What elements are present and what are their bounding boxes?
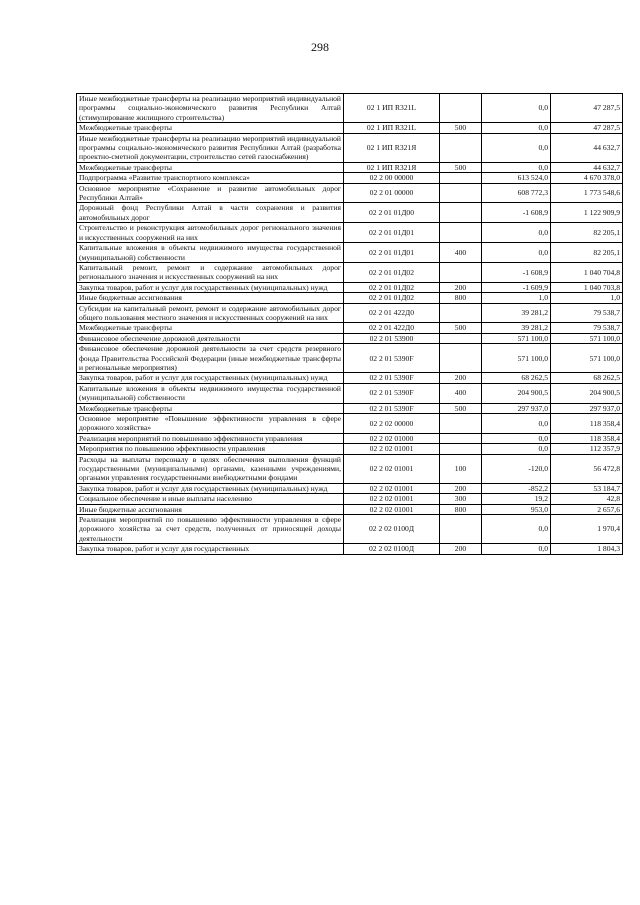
row-expense-type-cell: 500 [440,123,482,133]
row-amount-change-cell: 39 281,2 [482,323,551,333]
table-row [77,282,623,292]
budget-table [76,93,623,555]
table-row [77,323,623,333]
row-code-cell: 02 1 ИП R321Я [344,162,440,172]
row-code-cell: 02 2 02 01001 [344,483,440,493]
table-row [77,414,623,434]
table-row [77,544,623,554]
row-amount-change-cell: 571 100,0 [482,333,551,343]
table-row [77,373,623,383]
row-amount-total-cell: 44 632,7 [551,133,623,162]
row-expense-type-cell [440,414,482,434]
table-row [77,123,623,133]
row-name-cell: Капитальный ремонт, ремонт и содержание автомобильных дорог регионального значения и искусственных сооружений на них [77,262,344,282]
table-row [77,444,623,454]
row-name-cell: Межбюджетные трансферты [77,323,344,333]
row-code-cell: 02 1 ИП R321Я [344,133,440,162]
table-row [77,504,623,514]
row-amount-total-cell: 297 937,0 [551,403,623,413]
row-amount-change-cell: 0,0 [482,123,551,133]
row-name-cell: Основное мероприятие «Повышение эффективности управления в сфере дорожного хозяйства» [77,414,344,434]
row-amount-total-cell: 56 472,8 [551,454,623,483]
row-amount-change-cell: 608 772,3 [482,183,551,203]
row-amount-total-cell: 1 040 704,8 [551,262,623,282]
row-expense-type-cell [440,262,482,282]
row-expense-type-cell [440,183,482,203]
row-expense-type-cell: 400 [440,383,482,403]
row-amount-total-cell: 1 040 703,8 [551,282,623,292]
row-amount-change-cell: -120,0 [482,454,551,483]
row-expense-type-cell: 500 [440,162,482,172]
row-name-cell: Межбюджетные трансферты [77,123,344,133]
row-code-cell: 02 2 02 01001 [344,444,440,454]
row-amount-total-cell: 118 358,4 [551,433,623,443]
row-amount-change-cell: 19,2 [482,494,551,504]
table-row [77,162,623,172]
table-row [77,133,623,162]
table-row [77,183,623,203]
row-amount-change-cell: 0,0 [482,444,551,454]
row-expense-type-cell [440,133,482,162]
row-code-cell: 02 2 01 01Д01 [344,243,440,263]
row-expense-type-cell [440,444,482,454]
row-expense-type-cell [440,344,482,373]
row-code-cell: 02 2 01 53900 [344,333,440,343]
row-name-cell: Иные межбюджетные трансферты на реализацию мероприятий индивидуальной программы социально-экономического развития Республики Алтай (разработка проектно-сметной документации, строительство сетей газоснабжения) [77,133,344,162]
row-code-cell: 02 1 ИП R321L [344,94,440,123]
row-code-cell: 02 2 02 00000 [344,414,440,434]
row-expense-type-cell: 200 [440,483,482,493]
row-amount-total-cell: 2 657,6 [551,504,623,514]
row-amount-total-cell: 1 773 548,6 [551,183,623,203]
row-code-cell: 02 2 01 5390F [344,344,440,373]
row-name-cell: Межбюджетные трансферты [77,162,344,172]
row-name-cell: Межбюджетные трансферты [77,403,344,413]
row-amount-change-cell: 204 900,5 [482,383,551,403]
row-amount-change-cell: -1 609,9 [482,282,551,292]
row-amount-total-cell: 68 262,5 [551,373,623,383]
row-expense-type-cell [440,433,482,443]
row-expense-type-cell: 400 [440,243,482,263]
row-code-cell: 02 2 01 01Д01 [344,223,440,243]
table-row [77,293,623,303]
row-code-cell: 02 2 01 01Д02 [344,293,440,303]
row-amount-total-cell: 47 287,5 [551,94,623,123]
row-amount-total-cell: 1,0 [551,293,623,303]
row-amount-change-cell: 0,0 [482,544,551,554]
row-amount-total-cell: 571 100,0 [551,344,623,373]
row-amount-change-cell: -1 608,9 [482,203,551,223]
table-row [77,483,623,493]
row-name-cell: Закупка товаров, работ и услуг для государственных (муниципальных) нужд [77,373,344,383]
row-code-cell: 02 1 ИП R321L [344,123,440,133]
row-expense-type-cell [440,173,482,183]
row-amount-total-cell: 53 184,7 [551,483,623,493]
row-code-cell: 02 2 02 01001 [344,494,440,504]
table-row [77,223,623,243]
row-amount-total-cell: 82 205,1 [551,223,623,243]
row-expense-type-cell: 200 [440,282,482,292]
row-name-cell: Основное мероприятие «Сохранение и развитие автомобильных дорог Республики Алтай» [77,183,344,203]
row-amount-total-cell: 112 357,9 [551,444,623,454]
row-amount-total-cell: 1 804,3 [551,544,623,554]
row-amount-total-cell: 1 122 909,9 [551,203,623,223]
row-amount-change-cell: 0,0 [482,515,551,544]
row-name-cell: Реализация мероприятий по повышению эффективности управления в сфере дорожного хозяйства за счет средств, полученных от приносящей доходы деятельности [77,515,344,544]
row-amount-change-cell: 0,0 [482,162,551,172]
row-expense-type-cell: 200 [440,373,482,383]
row-expense-type-cell [440,303,482,323]
row-expense-type-cell: 200 [440,544,482,554]
table-row [77,303,623,323]
row-amount-change-cell: 1,0 [482,293,551,303]
row-amount-change-cell: 613 524,0 [482,173,551,183]
table-row [77,403,623,413]
row-amount-change-cell: 571 100,0 [482,344,551,373]
table-row [77,173,623,183]
row-expense-type-cell: 100 [440,454,482,483]
row-amount-total-cell: 4 670 378,0 [551,173,623,183]
row-expense-type-cell: 800 [440,504,482,514]
row-expense-type-cell [440,333,482,343]
row-name-cell: Расходы на выплаты персоналу в целях обеспечения выполнения функций государственными (муниципальными) органами, казенными учреждениями, органами управления государственными внебюджетными фондами [77,454,344,483]
row-expense-type-cell [440,223,482,243]
row-amount-total-cell: 204 900,5 [551,383,623,403]
row-amount-change-cell: 0,0 [482,243,551,263]
row-amount-change-cell: 39 281,2 [482,303,551,323]
row-amount-change-cell: 68 262,5 [482,373,551,383]
row-expense-type-cell [440,94,482,123]
table-row [77,515,623,544]
row-name-cell: Иные межбюджетные трансферты на реализацию мероприятий индивидуальной программы социально-экономического развития Республики Алтай (стимулирование жилищного строительства) [77,94,344,123]
row-amount-change-cell: 953,0 [482,504,551,514]
row-amount-total-cell: 118 358,4 [551,414,623,434]
row-amount-total-cell: 42,8 [551,494,623,504]
table-row [77,203,623,223]
row-amount-change-cell: 0,0 [482,223,551,243]
row-expense-type-cell [440,203,482,223]
table-row [77,454,623,483]
row-expense-type-cell: 500 [440,323,482,333]
row-name-cell: Социальное обеспечение и иные выплаты населению [77,494,344,504]
row-code-cell: 02 2 01 5390F [344,373,440,383]
row-amount-total-cell: 47 287,5 [551,123,623,133]
row-name-cell: Субсидии на капитальный ремонт, ремонт и содержание автомобильных дорог общего пользования местного значения и искусственных сооружений на них [77,303,344,323]
row-amount-change-cell: 0,0 [482,133,551,162]
table-row [77,243,623,263]
row-name-cell: Финансовое обеспечение дорожной деятельности за счет средств резервного фонда Правительства Российской Федерации (иные межбюджетные трансферты и региональные мероприятия) [77,344,344,373]
row-amount-change-cell: 0,0 [482,433,551,443]
row-amount-total-cell: 79 538,7 [551,323,623,333]
row-name-cell: Закупка товаров, работ и услуг для государственных (муниципальных) нужд [77,483,344,493]
row-amount-total-cell: 571 100,0 [551,333,623,343]
row-code-cell: 02 2 00 00000 [344,173,440,183]
row-name-cell: Иные бюджетные ассигнования [77,504,344,514]
row-code-cell: 02 2 02 0100Д [344,544,440,554]
row-name-cell: Мероприятия по повышению эффективности управления [77,444,344,454]
row-name-cell: Закупка товаров, работ и услуг для государственных (муниципальных) нужд [77,282,344,292]
row-name-cell: Финансовое обеспечение дорожной деятельности [77,333,344,343]
row-code-cell: 02 2 01 01Д02 [344,282,440,292]
row-expense-type-cell: 300 [440,494,482,504]
row-amount-total-cell: 44 632,7 [551,162,623,172]
table-row [77,433,623,443]
row-code-cell: 02 2 02 01001 [344,504,440,514]
row-amount-change-cell: 297 937,0 [482,403,551,413]
row-amount-total-cell: 1 970,4 [551,515,623,544]
row-code-cell: 02 2 01 5390F [344,403,440,413]
row-expense-type-cell [440,515,482,544]
row-name-cell: Дорожный фонд Республики Алтай в части сохранения и развития автомобильных дорог [77,203,344,223]
table-row [77,333,623,343]
row-amount-change-cell: 0,0 [482,94,551,123]
row-code-cell: 02 2 01 5390F [344,383,440,403]
row-name-cell: Строительство и реконструкция автомобильных дорог регионального значения и искусственных сооружений на них [77,223,344,243]
row-code-cell: 02 2 01 422Д0 [344,323,440,333]
table-row [77,262,623,282]
row-code-cell: 02 2 02 0100Д [344,515,440,544]
row-amount-change-cell: 0,0 [482,414,551,434]
page-number: 298 [311,40,329,54]
row-name-cell: Реализация мероприятий по повышению эффективности управления [77,433,344,443]
table-row [77,383,623,403]
row-expense-type-cell: 800 [440,293,482,303]
row-code-cell: 02 2 01 00000 [344,183,440,203]
row-amount-total-cell: 82 205,1 [551,243,623,263]
row-amount-total-cell: 79 538,7 [551,303,623,323]
budget-table-body [77,94,623,555]
row-name-cell: Иные бюджетные ассигнования [77,293,344,303]
table-row [77,94,623,123]
row-code-cell: 02 2 01 422Д0 [344,303,440,323]
row-name-cell: Подпрограмма «Развитие транспортного комплекса» [77,173,344,183]
row-code-cell: 02 2 02 01000 [344,433,440,443]
row-expense-type-cell: 500 [440,403,482,413]
row-amount-change-cell: -852,2 [482,483,551,493]
row-code-cell: 02 2 02 01001 [344,454,440,483]
table-row [77,494,623,504]
row-amount-change-cell: -1 608,9 [482,262,551,282]
table-row [77,344,623,373]
row-name-cell: Закупка товаров, работ и услуг для государственных [77,544,344,554]
row-code-cell: 02 2 01 01Д00 [344,203,440,223]
row-name-cell: Капитальные вложения в объекты недвижимого имущества государственной (муниципальной) собственности [77,243,344,263]
row-name-cell: Капитальные вложения в объекты недвижимого имущества государственной (муниципальной) собственности [77,383,344,403]
row-code-cell: 02 2 01 01Д02 [344,262,440,282]
